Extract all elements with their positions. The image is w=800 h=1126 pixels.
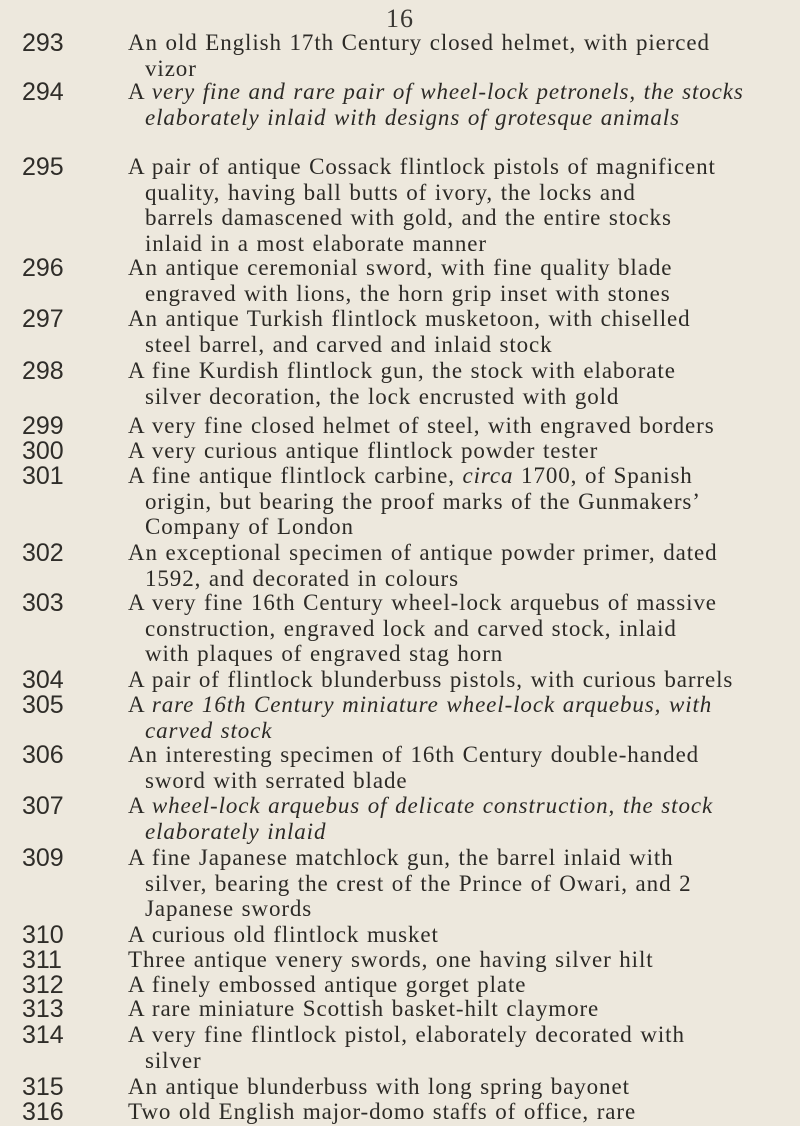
description-text: A fine antique flintlock carbine, — [128, 463, 463, 488]
lot-number: 294 — [22, 78, 64, 106]
description-text: A very fine 16th Century wheel-lock arquebus of massive — [128, 590, 717, 615]
description-line — [128, 205, 778, 231]
description-text: A — [128, 793, 152, 818]
description-text: An old English 17th Century closed helmet, with pierced — [128, 30, 710, 55]
description-line — [128, 514, 778, 540]
lot-description — [128, 358, 778, 409]
lot-description — [128, 255, 778, 306]
description-line — [128, 692, 778, 718]
lot-number: 311 — [22, 946, 62, 974]
lot-number: 316 — [22, 1098, 64, 1126]
description-text: inlaid in a most elaborate manner — [145, 230, 487, 256]
description-text: silver — [145, 1047, 202, 1073]
lot-description — [128, 793, 778, 844]
description-text: A fine Japanese matchlock gun, the barrel inlaid with — [128, 845, 674, 870]
lot-description — [128, 996, 778, 1022]
lot-description — [128, 1099, 778, 1125]
description-text: steel barrel, and carved and inlaid stock — [145, 331, 553, 357]
lot-description — [128, 742, 778, 793]
description-line — [128, 1099, 778, 1125]
lot-number: 306 — [22, 741, 64, 769]
lot-number: 301 — [22, 462, 64, 490]
description-text: construction, engraved lock and carved stock, inlaid — [145, 615, 677, 641]
description-text: vizor — [145, 55, 197, 81]
lot-number: 313 — [22, 995, 64, 1023]
description-text: A fine Kurdish flintlock gun, the stock with elaborate — [128, 358, 676, 383]
description-line — [128, 871, 778, 897]
description-text: A — [128, 692, 152, 717]
lot-description — [128, 413, 778, 439]
description-italic-text: elaborately inlaid with designs of grotesque animals — [145, 104, 680, 130]
description-text: A — [128, 79, 152, 104]
description-line — [128, 768, 778, 794]
lot-description — [128, 154, 778, 256]
description-text: silver, bearing the crest of the Prince of Owari, and 2 — [145, 870, 692, 896]
lot-description — [128, 692, 778, 743]
description-italic-text: rare 16th Century miniature wheel-lock arquebus, with — [151, 692, 713, 717]
description-text: A very fine flintlock pistol, elaborately decorated with — [128, 1022, 685, 1047]
lot-description — [128, 438, 778, 464]
description-line — [128, 30, 778, 56]
description-italic-text: carved stock — [145, 717, 273, 743]
description-line — [128, 281, 778, 307]
description-text: A very fine closed helmet of steel, with engraved borders — [128, 413, 715, 438]
description-text: with plaques of engraved stag horn — [145, 641, 504, 666]
description-italic-text: very fine and rare pair of wheel-lock petronels, the stocks — [151, 79, 744, 104]
description-line — [128, 972, 778, 998]
lot-description — [128, 79, 778, 130]
description-text: A pair of antique Cossack flintlock pistols of magnificent — [128, 154, 716, 179]
description-line — [128, 384, 778, 410]
description-line — [128, 231, 778, 257]
description-text: barrels damascened with gold, and the entire stocks — [145, 205, 672, 230]
description-line — [128, 922, 778, 948]
lot-number: 298 — [22, 357, 64, 385]
description-text: A pair of flintlock blunderbuss pistols, with curious barrels — [128, 667, 734, 692]
lot-number: 299 — [22, 412, 64, 440]
description-text: An interesting specimen of 16th Century double-handed — [128, 742, 700, 767]
lot-number: 295 — [22, 153, 64, 181]
description-line — [128, 180, 778, 206]
lot-number: 314 — [22, 1021, 64, 1049]
lot-description — [128, 1022, 778, 1073]
description-text: A rare miniature Scottish basket-hilt claymore — [128, 996, 600, 1021]
description-text: engraved with lions, the horn grip inset with stones — [145, 280, 671, 306]
description-italic-text: wheel-lock arquebus of delicate construction, the stock — [151, 793, 714, 818]
lot-description — [128, 922, 778, 948]
description-text: origin, but bearing the proof marks of the Gunmakers’ — [145, 488, 701, 514]
description-line — [128, 641, 778, 667]
description-line — [128, 463, 778, 489]
lot-number: 312 — [22, 971, 64, 999]
lot-number: 302 — [22, 539, 64, 567]
description-text: quality, having ball butts of ivory, the locks and — [145, 179, 636, 205]
description-line — [128, 358, 778, 384]
description-italic-text: elaborately inlaid — [145, 818, 327, 844]
lot-description — [128, 306, 778, 357]
lot-number: 293 — [22, 29, 64, 57]
lot-number: 309 — [22, 844, 64, 872]
description-text: Company of London — [145, 514, 354, 539]
description-text: An antique ceremonial sword, with fine quality blade — [128, 255, 673, 280]
description-line — [128, 1022, 778, 1048]
lot-number: 303 — [22, 589, 64, 617]
description-line — [128, 79, 778, 105]
description-text: A finely embossed antique gorget plate — [128, 972, 527, 997]
description-text: Three antique venery swords, one having silver hilt — [128, 947, 654, 972]
lot-number: 304 — [22, 666, 64, 694]
description-line — [128, 413, 778, 439]
description-text: Japanese swords — [145, 896, 313, 921]
description-text: An antique Turkish flintlock musketoon, with chiselled — [128, 306, 691, 331]
description-text: sword with serrated blade — [145, 767, 408, 793]
description-line — [128, 489, 778, 515]
description-line — [128, 819, 778, 845]
lot-number: 297 — [22, 305, 64, 333]
description-line — [128, 1048, 778, 1074]
description-italic-text: circa — [462, 463, 514, 488]
lot-description — [128, 947, 778, 973]
description-text: 1700, of Spanish — [513, 463, 693, 488]
description-line — [128, 947, 778, 973]
description-text: A curious old flintlock musket — [128, 922, 439, 947]
description-text: Two old English major-domo staffs of office, rare — [128, 1099, 637, 1124]
description-line — [128, 1074, 778, 1100]
description-line — [128, 718, 778, 744]
description-text: An antique blunderbuss with long spring bayonet — [128, 1074, 630, 1099]
lot-description — [128, 463, 778, 540]
description-line — [128, 438, 778, 464]
lot-description — [128, 540, 778, 591]
description-line — [128, 996, 778, 1022]
description-line — [128, 590, 778, 616]
lot-description — [128, 667, 778, 693]
description-line — [128, 845, 778, 871]
lot-description — [128, 30, 778, 81]
lot-description — [128, 845, 778, 922]
lot-number: 315 — [22, 1073, 64, 1101]
page-number: 16 — [386, 4, 414, 33]
description-line — [128, 56, 778, 82]
description-line — [128, 793, 778, 819]
lot-number: 307 — [22, 792, 64, 820]
lot-number: 296 — [22, 254, 64, 282]
description-line — [128, 105, 778, 131]
description-line — [128, 667, 778, 693]
description-line — [128, 566, 778, 592]
description-text: silver decoration, the lock encrusted with gold — [145, 383, 620, 409]
lot-number: 310 — [22, 921, 64, 949]
description-line — [128, 306, 778, 332]
description-line — [128, 255, 778, 281]
description-line — [128, 896, 778, 922]
lot-description — [128, 1074, 778, 1100]
description-line — [128, 616, 778, 642]
description-line — [128, 332, 778, 358]
description-line — [128, 540, 778, 566]
description-line — [128, 154, 778, 180]
description-text: A very curious antique flintlock powder tester — [128, 438, 599, 463]
description-text: 1592, and decorated in colours — [145, 565, 459, 591]
lot-description — [128, 590, 778, 667]
lot-description — [128, 972, 778, 998]
description-text: An exceptional specimen of antique powder primer, dated — [128, 540, 718, 565]
lot-number: 305 — [22, 691, 64, 719]
lot-number: 300 — [22, 437, 64, 465]
description-line — [128, 742, 778, 768]
